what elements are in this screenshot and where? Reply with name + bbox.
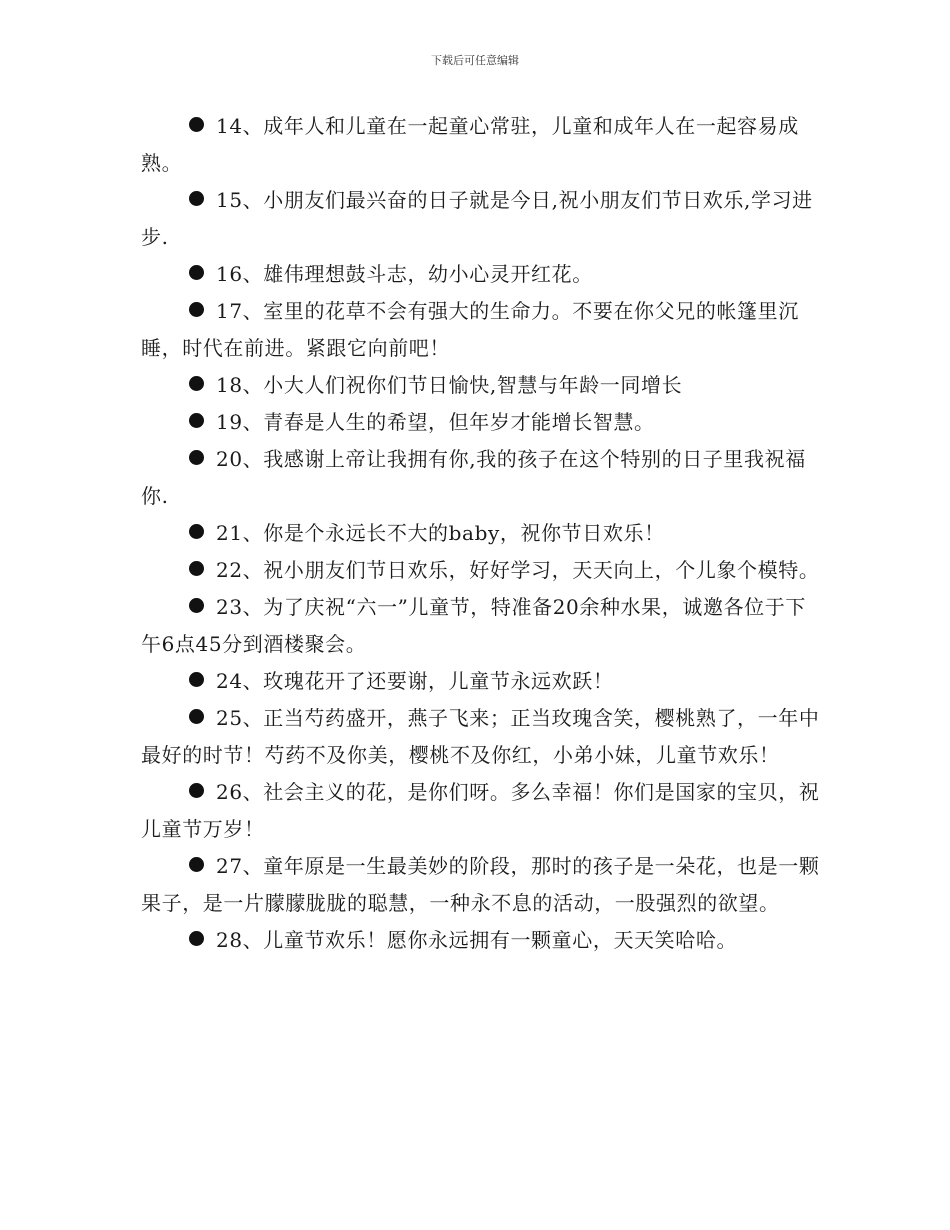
list-item: [141, 663, 821, 700]
list-item: [141, 293, 821, 367]
list-item: [141, 774, 821, 848]
list-item-text: 24、玫瑰花开了还要谢，儿童节永远欢跃！: [216, 669, 614, 693]
list-item-text: 27、童年原是一生最美妙的阶段，那时的孩子是一朵花，也是一颗果子，是一片朦朦胧胧的聪慧，一种永不息的活动，一股强烈的欲望。: [141, 854, 820, 915]
list-item-text: 26、社会主义的花，是你们呀。多么幸福！你们是国家的宝贝，祝儿童节万岁！: [141, 780, 820, 841]
list-item: [141, 515, 821, 552]
list-item: [141, 700, 821, 774]
list-item-text: 21、你是个永远长不大的baby，祝你节日欢乐！: [216, 521, 665, 545]
list-item-text: 22、祝小朋友们节日欢乐，好好学习，天天向上，个儿象个模特。: [216, 558, 820, 582]
bullet-icon: [189, 857, 204, 872]
list-item: [141, 108, 821, 182]
bullet-icon: [189, 931, 204, 946]
document-body: [141, 108, 821, 959]
list-item-text: 14、成年人和儿童在一起童心常驻，儿童和成年人在一起容易成熟。: [141, 114, 799, 175]
list-item: [141, 922, 821, 959]
list-item: [141, 441, 821, 515]
bullet-icon: [189, 413, 204, 428]
list-item: [141, 182, 821, 256]
bullet-icon: [189, 376, 204, 391]
list-item-text: 15、小朋友们最兴奋的日子就是今日,祝小朋友们节日欢乐,学习进步.: [141, 188, 813, 249]
list-item: [141, 256, 821, 293]
bullet-icon: [189, 191, 204, 206]
bullet-icon: [189, 709, 204, 724]
list-item-text: 25、正当芍药盛开，燕子飞来；正当玫瑰含笑，樱桃熟了，一年中最好的时节！芍药不及你美，樱桃不及你红，小弟小妹，儿童节欢乐！: [141, 706, 820, 767]
list-item-text: 28、儿童节欢乐！愿你永远拥有一颗童心，天天笑哈哈。: [216, 928, 738, 952]
bullet-icon: [189, 117, 204, 132]
list-item-text: 19、青春是人生的希望，但年岁才能增长智慧。: [216, 410, 655, 434]
list-item: [141, 404, 821, 441]
list-item: [141, 552, 821, 589]
list-item-text: 17、室里的花草不会有强大的生命力。不要在你父兄的帐篷里沉睡，时代在前进。紧跟它向前吧！: [141, 299, 799, 360]
list-item-text: 20、我感谢上帝让我拥有你,我的孩子在这个特别的日子里我祝福你.: [141, 447, 806, 508]
bullet-icon: [189, 450, 204, 465]
list-item: [141, 367, 821, 404]
bullet-icon: [189, 265, 204, 280]
list-item: [141, 848, 821, 922]
list-item-text: 16、雄伟理想鼓斗志，幼小心灵开红花。: [216, 262, 593, 286]
bullet-icon: [189, 672, 204, 687]
list-item-text: 23、为了庆祝“六一”儿童节，特准备20余种水果，诚邀各位于下午6点45分到酒楼聚会。: [141, 595, 806, 656]
page-header: 下载后可任意编辑: [431, 54, 519, 67]
list-item-text: 18、小大人们祝你们节日愉快,智慧与年龄一同增长: [216, 373, 683, 397]
bullet-icon: [189, 598, 204, 613]
bullet-icon: [189, 302, 204, 317]
bullet-icon: [189, 783, 204, 798]
list-item: [141, 589, 821, 663]
bullet-icon: [189, 561, 204, 576]
bullet-icon: [189, 524, 204, 539]
